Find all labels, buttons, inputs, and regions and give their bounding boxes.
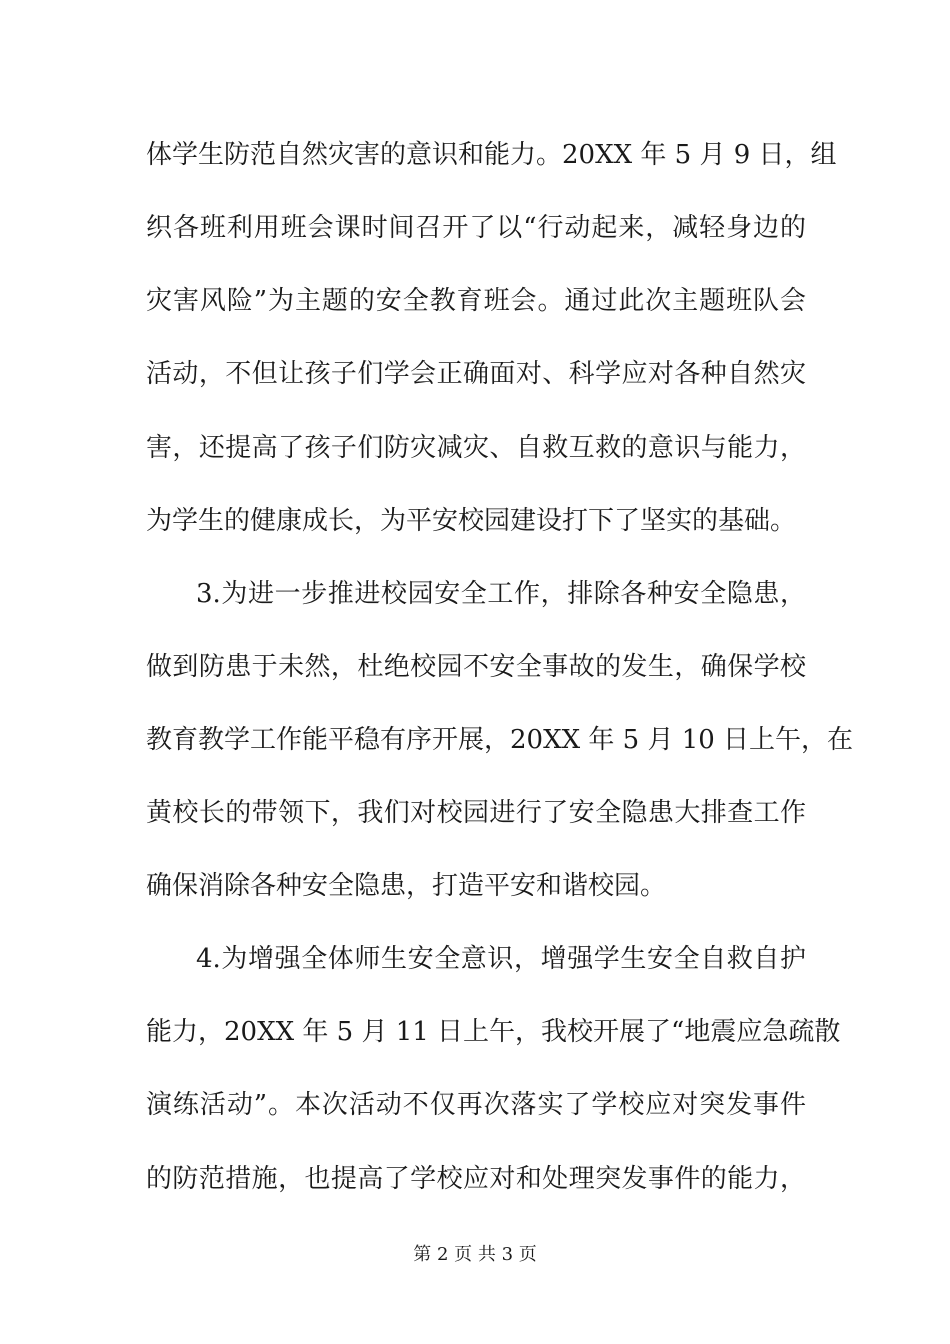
paragraph-line: 活动，不但让孩子们学会正确面对、科学应对各种自然灾: [146, 359, 806, 389]
paragraph-line: 3.为进一步推进校园安全工作，排除各种安全隐患，: [196, 579, 806, 609]
paragraph-line: 教育教学工作能平稳有序开展，20XX 年 5 月 10 日上午，在: [146, 725, 854, 755]
paragraph-line: 害，还提高了孩子们防灾减灾、自救互救的意识与能力，: [146, 433, 806, 463]
paragraph-line: 织各班利用班会课时间召开了以“行动起来，减轻身边的: [146, 213, 806, 243]
paragraph-line: 为学生的健康成长，为平安校园建设打下了坚实的基础。: [146, 506, 797, 536]
paragraph-line: 体学生防范自然灾害的意识和能力。20XX 年 5 月 9 日，组: [146, 140, 837, 170]
paragraph-line: 做到防患于未然，杜绝校园不安全事故的发生，确保学校: [146, 652, 806, 682]
paragraph-line: 确保消除各种安全隐患，打造平安和谐校园。: [146, 871, 667, 901]
paragraph-line: 能力，20XX 年 5 月 11 日上午，我校开展了“地震应急疏散: [146, 1017, 841, 1047]
page-number: 第 2 页 共 3 页: [413, 1244, 537, 1265]
paragraph-line: 4.为增强全体师生安全意识，增强学生安全自救自护: [196, 944, 806, 974]
paragraph-line: 黄校长的带领下，我们对校园进行了安全隐患大排查工作: [146, 798, 806, 828]
paragraph-line: 灾害风险”为主题的安全教育班会。通过此次主题班队会: [146, 286, 806, 316]
paragraph-line: 演练活动”。本次活动不仅再次落实了学校应对突发事件: [146, 1090, 806, 1120]
paragraph-line: 的防范措施，也提高了学校应对和处理突发事件的能力，: [146, 1164, 806, 1194]
